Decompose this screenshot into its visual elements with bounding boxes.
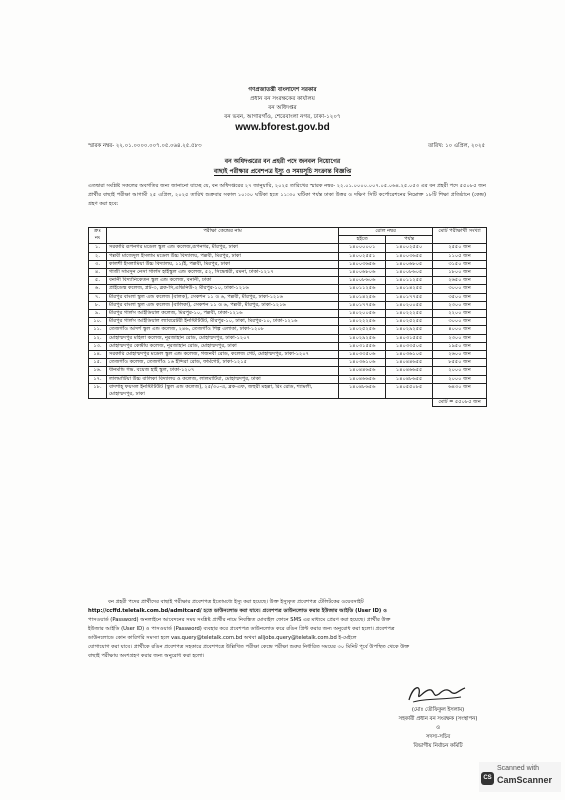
table-row: ৭. মীরপুর বাংলা স্কুল এন্ড কলেজ (বালক), সেকশন ১১ ও ৬, পল্লবী, মীরপুর, ঢাকা-১২১৬ ১৪০১৪২৫৬ ১৪০১৭৭৫৫ ৩৫০০ জন: [89, 293, 487, 301]
table-row: ১৬. ধানমন্ডি গভ. বয়েজ হাই স্কুল, ঢাকা-১২০৭ ১৪০৪৪৬৫৬ ১৪০৪৬৬৫৫ ২০০০ জন: [89, 367, 487, 375]
table-row: ১৩. মোহাম্মদপুর কেন্দ্রীয় কলেজ, নূরজাহান রোড, মোহাম্মদপুর, ঢাকা ১৪০৩১৫৫৬ ১৪০৩৩৫০৫ ১৯৫০ জন: [89, 342, 487, 350]
subject-line-2: বাছাই পরীক্ষার প্রবেশপত্র ইস্যু ও সময়সূচি সংক্রান্ত বিজ্ঞপ্তি: [213, 168, 352, 175]
handwritten-signature: [403, 680, 473, 706]
instruction-line: যোগাযোগ করা যাবে। প্রার্থীকে রঙিন প্রবেশপত্র সহকারে প্রবেশপত্রে উল্লিখিত পরীক্ষা কেন্দ্রে পরীক্ষা শুরুর নির্ধারিত সময়ের ৩০ মিনিট পূর্বে উপস্থিত থেকে উক্ত: [88, 644, 410, 650]
govt-name: গণপ্রজাতন্ত্রী বাংলাদেশ সরকার: [248, 87, 317, 93]
table-row: ১. সরকারি রূপনগর মডেল স্কুল এন্ড কলেজ,রূপনগর, মীরপুর, ঢাকা ১৪০০০০০১ ১৪০০২৫৫০ ২৫৫০ জন: [89, 244, 487, 252]
signatory-name: (মোঃ তৌফিকুল ইসলাম): [411, 707, 465, 713]
table-body: [89, 244, 487, 407]
memo-date: তারিখ: ১০ এপ্রিল, ২০২৫: [427, 143, 485, 149]
subject-line-1: বন অধিদপ্তরের বন প্রহরী পদে জনবল নিয়োগের: [224, 158, 341, 165]
grand-total: মোট = ৫৫০৮৫ জন: [433, 399, 487, 407]
signatory-title: সহকারী প্রধান বন সংরক্ষক (সংস্থাপন): [398, 716, 478, 722]
admit-card-link-line[interactable]: http://ccffd.teletalk.com.bd/admitcard/ হতে ডাউনলোড করা যাবে। প্রবেশপত্র ডাউনলোড করার ইউজার আইডি (User ID) ও: [88, 608, 387, 614]
table-row: ১৫. তেজগাঁও কলেজ, তেজগাঁও ১৬ ইন্দিরা রোড, ফার্মগেট, ঢাকা-১২১৫ ১৪০৩৬১০৬ ১৪০৪৪৬৫৫ ৮৫৫০ জন: [89, 359, 487, 367]
camscanner-logo-icon: CS: [481, 772, 494, 785]
signature-block: [368, 680, 508, 751]
table-row: ৫. বনানী বিদ্যানিকেতন স্কুল এন্ড কলেজ, বনানী, ঢাকা ১৪০০৮৬০৬ ১৪০১১২৫৫ ২৬৫০ জন: [89, 277, 487, 285]
col-serial-header: ক্রঃ নং: [89, 228, 107, 244]
instruction-line: বন প্রহরী পদের প্রার্থীদের বাছাই পরীক্ষার প্রবেশপত্র ইতোমধ্যে ইস্যু করা হয়েছে। উক্ত ইস্যুকৃত প্রবেশপত্র টেলিটকের ওয়েবসাইট: [108, 599, 364, 605]
table-row: ৩. কালশী ইসলামিয়া উচ্চ বিদ্যালয়, ১১/ই, পল্লবী, মিরপুর, ঢাকা ১৪০০৩৬৫৬ ১৪০০৬৮০৫ ৩১৫০ জন: [89, 260, 487, 268]
table-row: ৪. গাজী সামসুন নেসা গার্লস হাইস্কুল এন্ড কলেজ, ৫২, সিদ্ধেশ্বরী, রমনা, ঢাকা-১২১৭ ১৪০০৬৮০৬ ১৪০০৮৬০৫ ১৮০০ জন: [89, 269, 487, 277]
table-row: ২. পল্লবী মাজেদুল ইসলাম মডেল উচ্চ বিদ্যালয়, পল্লবী, মিরপুর, ঢাকা ১৪০০২৫৫১ ১৪০০৩৬৫৫ ১১০৫ জন: [89, 252, 487, 260]
signatory-role: সদস্য-সচিব: [425, 734, 451, 740]
scanner-brand: CamScanner: [497, 775, 553, 785]
camscanner-watermark: [479, 762, 561, 792]
table-row: ১৮. বাদশাহ্ ফয়সল ইনস্টিটিউট (স্কুল এন্ড কলেজ), ২৫/৩০-এ, ব্লক-এফ, জহুরী মহল্লা, রিং রোড, শ্যামলী, মোহাম্মদপুর, ঢাকা ১৪০৪৮৬৫৬ ১৪০৫৫০৮৫ ৬৪৩০ জন: [89, 383, 487, 398]
website-link[interactable]: www.bforest.gov.bd: [235, 122, 330, 133]
table-row: ৮. মীরপুর বাংলা স্কুল এন্ড কলেজ (বালিকা), সেকশন ১১ ও ৬, পল্লবী, মীরপুর, ঢাকা-১২১৬ ১৪০১৭৭৫৬ ১৪০২০০৫৫ ২৩০০ জন: [89, 301, 487, 309]
office-name: প্রধান বন সংরক্ষকের কার্যালয়: [250, 96, 315, 102]
table-row: ১২. মোহাম্মদপুর মহিলা কলেজ, নূরজাহান রোড, মোহাম্মদপুর, ঢাকা-১২০৭ ১৪০২৯২৫৬ ১৪০৩১৫৫৫ ২৩০০ জন: [89, 334, 487, 342]
memo-number: স্মারক নম্বর- ২২.০১.০০০০.০০৭.০৫.০৬৪.২৫.৫৮৩: [88, 143, 202, 149]
table-row: ১৭. লালমাটিয়া উচ্চ বালিকা বিদ্যালয় ও কলেজ, লালমাটিয়া, মোহাম্মদপুর, ঢাকা ১৪০৪৬৬৫৬ ১৪০৪৮৬৫৫ ২০০০ জন: [89, 375, 487, 383]
signatory-conjunction: ও: [436, 725, 440, 731]
department-name: বন অধিদপ্তর: [268, 105, 297, 111]
signatory-committee: বিভাগীয় নির্বাচন কমিটি: [413, 743, 463, 749]
intro-paragraph: এতদ্বারা সংশ্লিষ্ট সকলের অবগতির জন্য জানানো যাচ্ছে যে, বন অধিদপ্তরের ২৭ জানুয়ারি, ২০২৫ তারিখের স্মারক নম্বর- ২২.০১.০০০০.০০৭.০৫.০৬৪.২৫.০৫৩ এর বন প্রহরী পদে ৫৫০৮৫ জন প্রার্থীর বাছাই পরীক্ষা আগামী ২৫ এপ্রিল, ২০২৫ তারিখ শুক্রবার সকাল ১০:৩০ ঘটিকা হতে ১১:৩০ ঘটিকা পর্যন্ত ঢাকা উত্তর ও দক্ষিণ সিটি কর্পোরেশনের নিম্নোক্ত ১৮টি শিক্ষা প্রতিষ্ঠানে (কেন্দ্র) গ্রহণ করা হবে:: [88, 183, 486, 207]
col-to-header: পর্যন্ত: [386, 236, 433, 244]
col-roll-header: রোল নম্বর: [339, 228, 433, 236]
instruction-line: ইউজার আইডি (User ID) ও পাসওয়ার্ড (Password) ব্যবহার করে প্রবেশপত্র ডাউনলোড করে রঙিন প্রিন্ট করার জন্য অনুরোধ করা হলো। প্রবেশপত্র: [88, 626, 395, 632]
col-from-header: হইতে: [339, 236, 386, 244]
col-center-header: পরীক্ষা কেন্দ্রের নাম: [106, 228, 338, 244]
subject-heading: [0, 157, 565, 177]
office-address: বন ভবন, আগারগাঁও, শেরেবাংলা নগর, ঢাকা-১২০৭: [224, 114, 341, 120]
col-total-header: মোট পরীক্ষার্থী সংখ্যা: [433, 228, 487, 244]
instruction-line: পাসওয়ার্ড (Password) অনলাইনে আবেদনের সময় সংশ্লিষ্ট প্রার্থীর নামে নিবন্ধিত মোবাইল ফোনে SMS এর মাধ্যমে প্রেরণ করা হয়েছে। প্রার্থীর উক্ত: [88, 617, 391, 623]
letterhead: [0, 86, 565, 122]
exam-center-table: [88, 227, 487, 407]
table-row: ১১. তেজগাঁও আদর্শ স্কুল এন্ড কলেজ, ২৪৬, তেজগাঁও শিল্প এলাকা, ঢাকা-১২০৮ ১৪০২৫২৫৬ ১৪০২৯২৫৫ ৪০০০ জন: [89, 326, 487, 334]
table-row: ৯. মীরপুর গার্লস আইডিয়াল কলেজ, মিরপুর-১০, পল্লবী, ঢাকা-১২১৬ ১৪০২০০৫৬ ১৪০২২২৫৫ ২২০০ জন: [89, 310, 487, 318]
table-row: ১৪. সরকারি মোহাম্মদপুর মডেল স্কুল এন্ড কলেজ, গজনবী রোড, কলেজ গেট, মোহাম্মদপুর, ঢাকা-১২০৭ ১৪০৩৩৫০৬ ১৪০৩৬১০৫ ২৬০০ জন: [89, 351, 487, 359]
instruction-line: বাছাই পরীক্ষায় অংশগ্রহণ করার জন্য অনুরোধ করা হলো।: [88, 653, 205, 659]
support-email-line[interactable]: ডাউনলোডে কোন কারিগরি সমস্যা হলে vas.query@teletalk.com.bd অথবা alljobs.query@teletalk.com.bd ই-মেইলে: [88, 635, 357, 641]
instructions-paragraph: [88, 598, 486, 661]
scanner-caption: Scanned with: [497, 765, 540, 772]
table-row: ১০. মীরপুর গার্লস আইডিয়াল ল্যাবরেটরী ইনস্টিটিউট, মীরপুর-১০, ঢাকা, মিরপুর-১০, ঢাকা-১২১৬ ১৪০২২২৫৬ ১৪০২৫২৫৫ ৩০০০ জন: [89, 318, 487, 326]
total-row: [89, 399, 487, 407]
table-row: ৬. প্রাইডেস্ক কলেজ, প্লট-৩, ব্লক-সি,এভিনিউ-২ মীরপুর-১০, ঢাকা-১২১৬ ১৪০১১২৫৬ ১৪০১৪২৫৫ ৩০০০ জন: [89, 285, 487, 293]
